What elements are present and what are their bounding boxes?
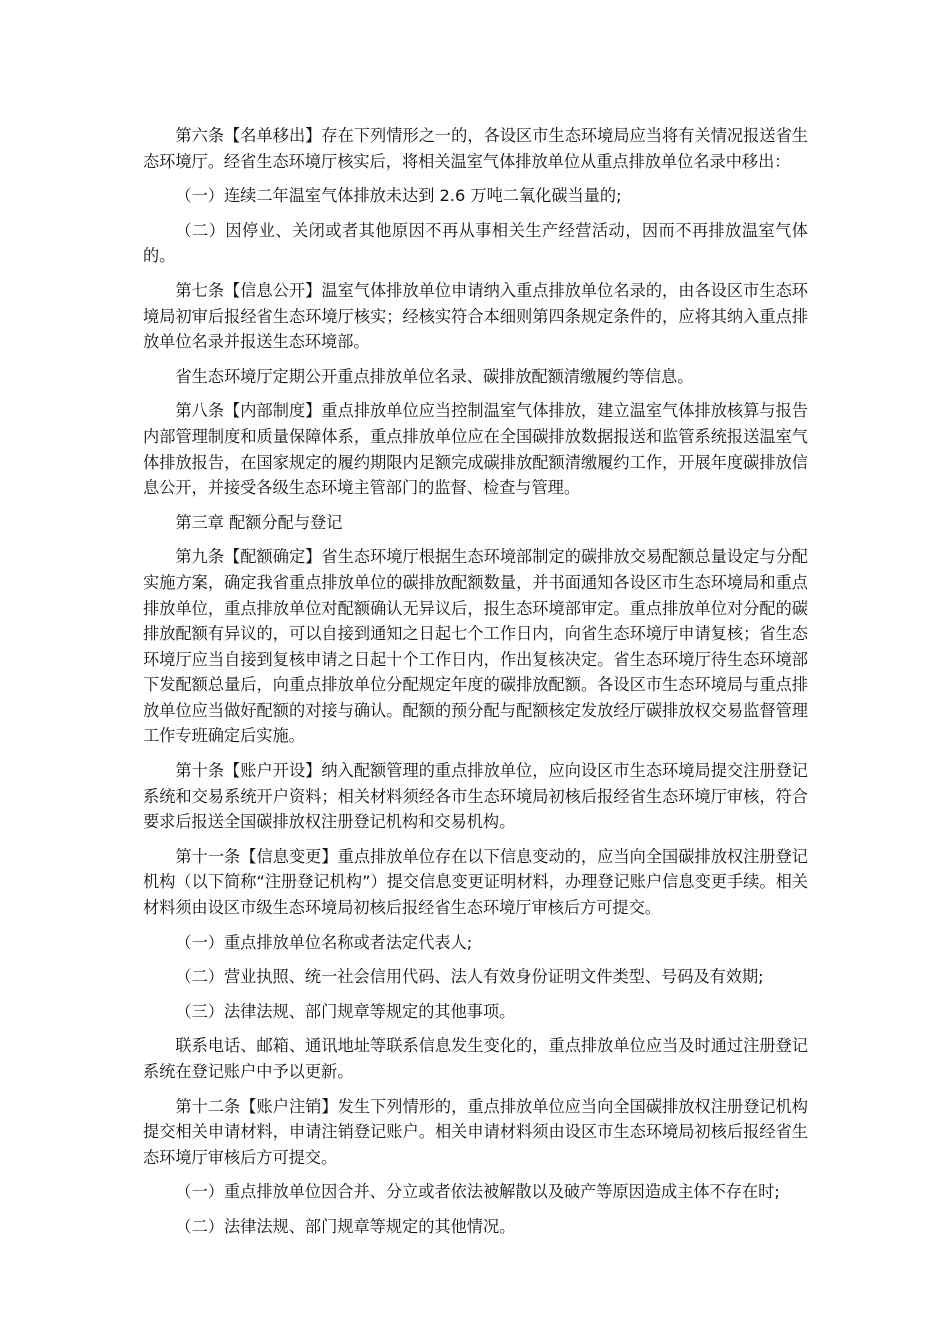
article-12-item-1: （一）重点排放单位因合并、分立或者依法被解散以及破产等原因造成主体不存在时; <box>175 1182 780 1202</box>
article-8: 第八条【内部制度】重点排放单位应当控制温室气体排放，建立温室气体排放核算与报告内部管理制度和质量保障体系，重点排放单位应在全国碳排放数据报送和监管系统报送温室气体排放报告，在国家规定的履约期限内足额完成碳排放配额清缴履约工作，开展年度碳排放信息公开，并接受各级生态环境主管部门的监督、检查与管理。 <box>143 401 808 498</box>
article-10: 第十条【账户开设】纳入配额管理的重点排放单位，应向设区市生态环境局提交注册登记系统和交易系统开户资料；相关材料须经各市生态环境局初核后报经省生态环境厅审核，符合要求后报送全国碳排放权注册登记机构和交易机构。 <box>143 761 808 832</box>
article-11-item-2: （二）营业执照、统一社会信用代码、法人有效身份证明文件类型、号码及有效期; <box>175 967 764 987</box>
article-11-paragraph-2: 联系电话、邮箱、通讯地址等联系信息发生变化的，重点排放单位应当及时通过注册登记系统在登记账户中予以更新。 <box>143 1036 808 1081</box>
article-11: 第十一条【信息变更】重点排放单位存在以下信息变动的，应当向全国碳排放权注册登记机构（以下简称“注册登记机构”）提交信息变更证明材料，办理登记账户信息变更手续。相关材料须由设区市级生态环境局初核后报经省生态环境厅审核后方可提交。 <box>143 846 808 918</box>
article-11-item-3: （三）法律法规、部门规章等规定的其他事项。 <box>175 1001 516 1021</box>
document-body <box>143 123 808 1249</box>
article-11-item-1: （一）重点排放单位名称或者法定代表人; <box>175 932 473 952</box>
article-12-item-2: （二）法律法规、部门规章等规定的其他情况。 <box>175 1216 516 1236</box>
article-6-item-1: （一）连续二年温室气体排放未达到 2.6 万吨二氧化碳当量的; <box>175 186 622 206</box>
article-12: 第十二条【账户注销】发生下列情形的，重点排放单位应当向全国碳排放权注册登记机构提交相关申请材料，申请注销登记账户。相关申请材料须由设区市生态环境局初核后报经省生态环境厅审核后方可提交。 <box>143 1096 808 1167</box>
article-6-item-2: （二）因停业、关闭或者其他原因不再从事相关生产经营活动，因而不再排放温室气体的。 <box>143 220 808 266</box>
article-9: 第九条【配额确定】省生态环境厅根据生态环境部制定的碳排放交易配额总量设定与分配实施方案，确定我省重点排放单位的碳排放配额数量，并书面通知各设区市生态环境局和重点排放单位，重点排放单位对配额确认无异议后，报生态环境部审定。重点排放单位对分配的碳排放配额有异议的，可以自接到通知之日起七个工作日内，向省生态环境厅申请复核；省生态环境厅应当自接到复核申请之日起十个工作日内，作出复核决定。省生态环境厅待生态环境部下发配额总量后，向重点排放单位分配规定年度的碳排放配额。各设区市生态环境局与重点排放单位应当做好配额的对接与确认。配额的预分配与配额核定发放经厅碳排放权交易监督管理工作专班确定后实施。 <box>143 547 808 746</box>
chapter-3-heading: 第三章 配额分配与登记 <box>175 512 343 532</box>
article-6: 第六条【名单移出】存在下列情形之一的，各设区市生态环境局应当将有关情况报送省生态环境厅。经省生态环境厅核实后，将相关温室气体排放单位从重点排放单位名录中移出： <box>143 126 808 171</box>
article-7: 第七条【信息公开】温室气体排放单位申请纳入重点排放单位名录的，由各设区市生态环境局初审后报经省生态环境厅核实；经核实符合本细则第四条规定条件的，应将其纳入重点排放单位名录并报送生态环境部。 <box>143 280 808 352</box>
article-7-paragraph-2: 省生态环境厅定期公开重点排放单位名录、碳排放配额清缴履约等信息。 <box>175 366 694 386</box>
